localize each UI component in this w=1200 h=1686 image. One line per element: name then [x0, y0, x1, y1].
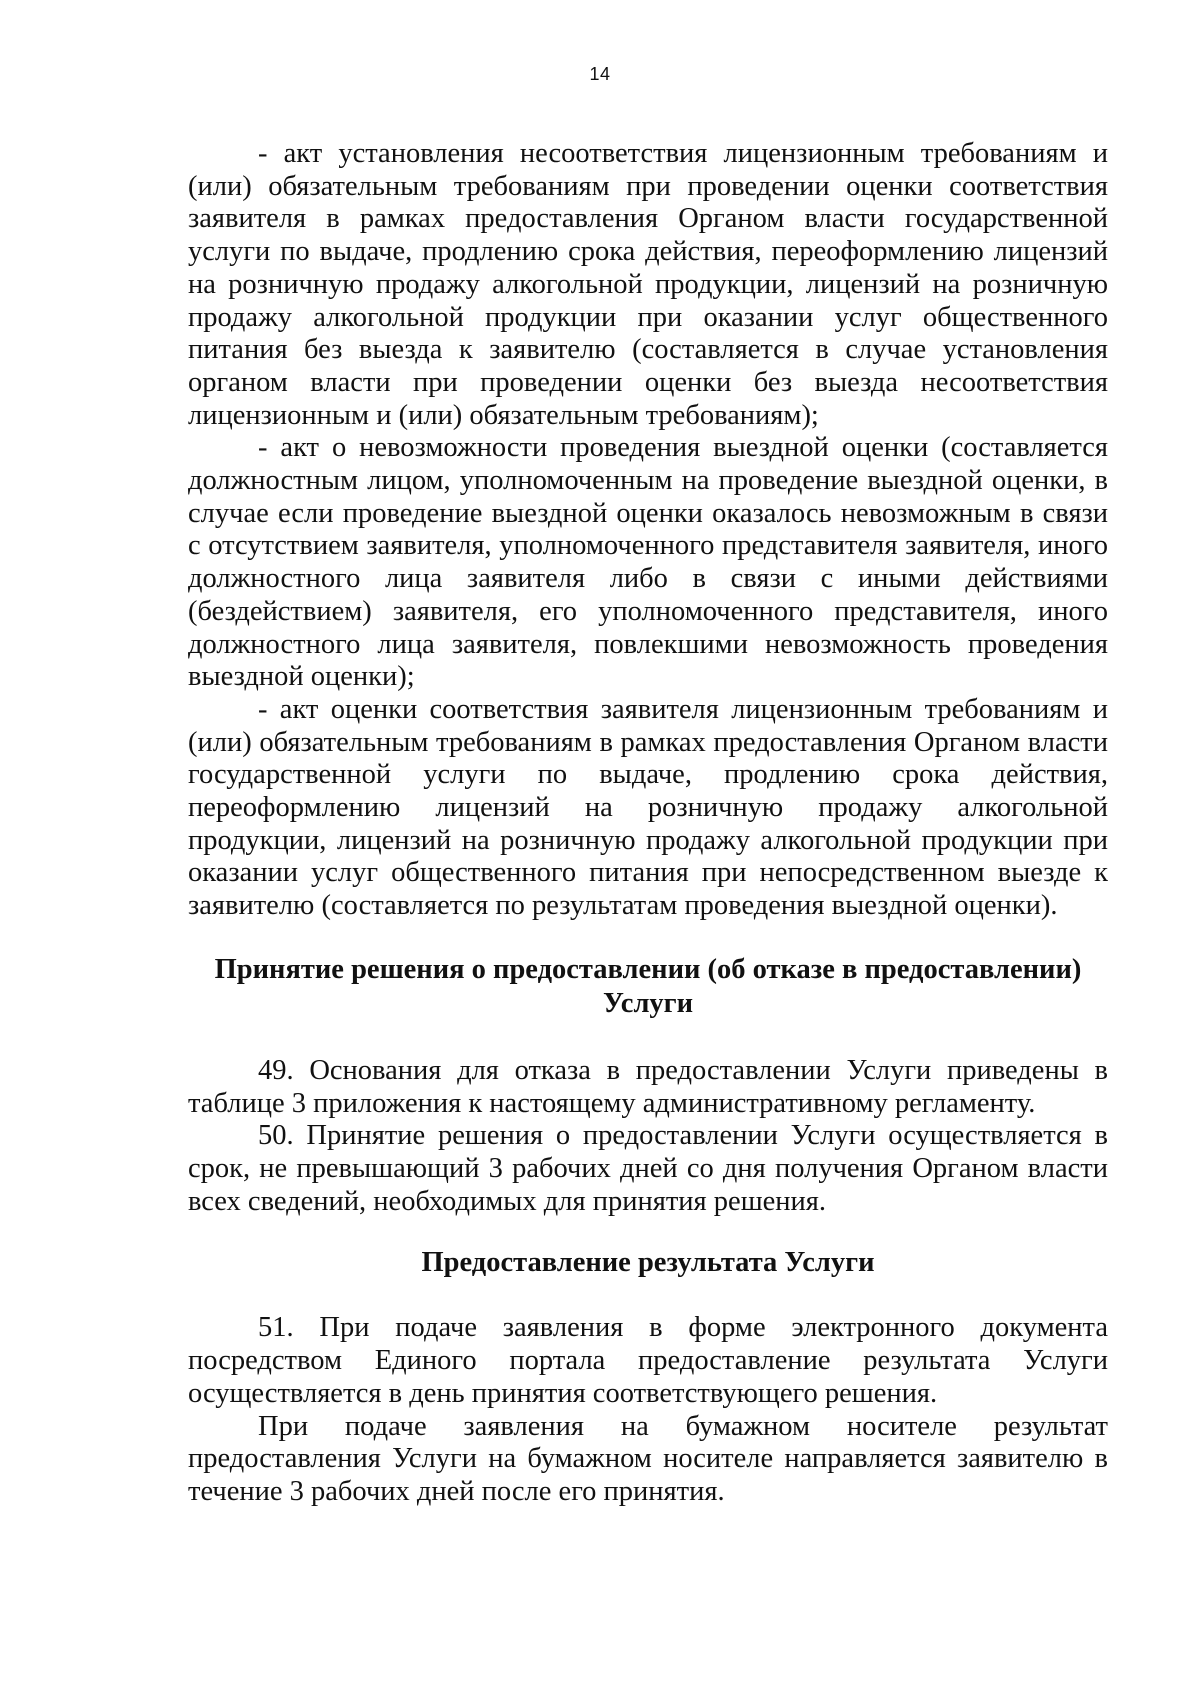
document-body: [188, 138, 1108, 1509]
paragraph-49: 49. Основания для отказа в предоставлении Услуги приведены в таблице 3 приложения к настоящему административному регламенту.: [188, 1054, 1108, 1119]
paragraph-50: 50. Принятие решения о предоставлении Услуги осуществляется в срок, не превышающий 3 рабочих дней со дня получения Органом власти всех сведений, необходимых для принятия решения.: [188, 1120, 1108, 1217]
paragraph-act-impossibility: - акт о невозможности проведения выездной оценки (составляется должностным лицом, уполномоченным на проведение выездной оценки, в случае если проведение выездной оценки оказалось невозможным в связи с отсутствием заявителя, уполномоченного представителя заявителя, иного должностного лица заявителя либо в связи с иными действиями (бездействием) заявителя, его уполномоченного представителя, иного должностного лица заявителя, повлекшими невозможность проведения выездной оценки);: [188, 432, 1108, 693]
page-number: 14: [589, 64, 611, 84]
section-heading-decision-line1: Принятие решения о предоставлении (об отказе в предоставлении): [214, 953, 1082, 985]
paragraph-paper-result: При подаче заявления на бумажном носителе результат предоставления Услуги на бумажном носителе направляется заявителю в течение 3 рабочих дней после его принятия.: [188, 1410, 1108, 1507]
section-heading-decision: [188, 953, 1108, 1021]
section-heading-result: Предоставление результата Услуги: [421, 1247, 875, 1279]
paragraph-act-assessment: - акт оценки соответствия заявителя лицензионным требованиям и (или) обязательным требованиям в рамках предоставления Органом власти государственной услуги по выдаче, продлению срока действия, переоформлению лицензий на розничную продажу алкогольной продукции, лицензий на розничную продажу алкогольной продукции при оказании услуг общественного питания при непосредственном выезде к заявителю (составляется по результатам проведения выездной оценки).: [188, 693, 1108, 922]
section-heading-decision-line2: Услуги: [602, 987, 694, 1019]
paragraph-act-nonconformity: - акт установления несоответствия лицензионным требованиям и (или) обязательным требованиям при проведении оценки соответствия заявителя в рамках предоставления Органом власти государственной услуги по выдаче, продлению срока действия, переоформлению лицензий на розничную продажу алкогольной продукции, лицензий на розничную продажу алкогольной продукции при оказании услуг общественного питания без выезда к заявителю (составляется в случае установления органом власти при проведении оценки без выезда несоответствия лицензионным и (или) обязательным требованиям);: [188, 138, 1108, 431]
paragraph-51: 51. При подаче заявления в форме электронного документа посредством Единого портала предоставление результата Услуги осуществляется в день принятия соответствующего решения.: [188, 1312, 1108, 1409]
